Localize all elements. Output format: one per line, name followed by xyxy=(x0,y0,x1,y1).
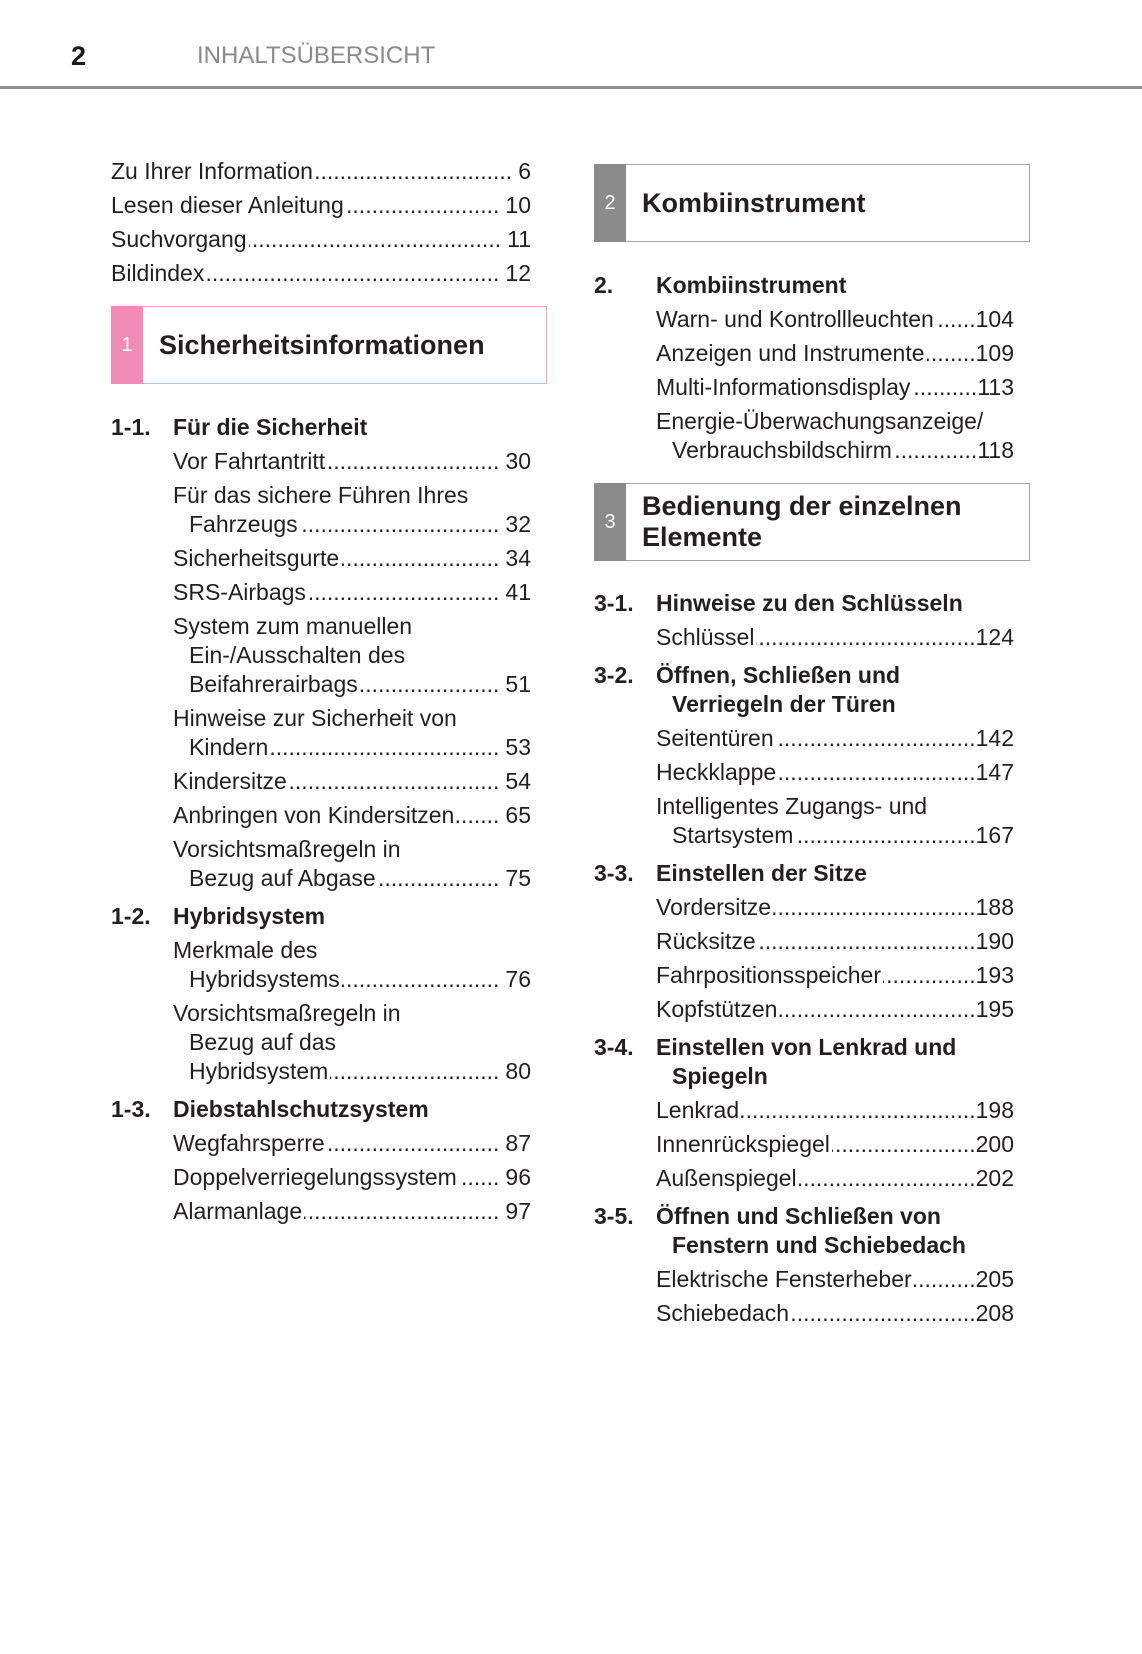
chapter-title xyxy=(626,165,866,241)
section-title xyxy=(656,661,900,719)
toc-entry-label: Warn- und Kontrollleuchten xyxy=(656,305,934,332)
toc-entry xyxy=(594,1164,1014,1193)
toc-entry-label: Bildindex xyxy=(111,260,205,286)
section-title-line: Hinweise zu den Schlüsseln xyxy=(656,590,963,616)
toc-entry-line xyxy=(656,1130,1014,1159)
section-title-line: Hybridsystem xyxy=(173,902,326,929)
toc-page-number: 188 xyxy=(975,894,1014,920)
toc-entry-label: Schiebedach xyxy=(656,1300,789,1326)
dot-leader xyxy=(456,801,499,830)
toc-entry xyxy=(111,999,531,1086)
dot-leader xyxy=(894,436,977,465)
section-heading xyxy=(111,413,547,442)
toc-entry-line xyxy=(173,447,531,476)
toc-entry-line xyxy=(173,1057,531,1086)
dot-leader xyxy=(341,544,499,573)
dot-leader xyxy=(289,767,500,796)
toc-entry-line xyxy=(656,758,1014,787)
toc-page-number: 30 xyxy=(505,447,531,474)
toc-section xyxy=(111,902,547,1091)
chapter-title xyxy=(143,307,485,383)
section-title xyxy=(173,413,367,442)
toc-entry-label: Vor Fahrtantritt xyxy=(173,447,326,474)
toc-entry-label: Hinweise zur Sicherheit von xyxy=(173,704,457,731)
toc-entry-line xyxy=(656,623,1014,652)
toc-entry-line xyxy=(173,864,531,893)
toc-entry-label: Heckklappe xyxy=(656,759,777,785)
toc-page-number: 147 xyxy=(975,759,1014,785)
toc-entry-label: Rücksitze xyxy=(656,928,756,954)
toc-entry xyxy=(111,447,531,476)
toc-entry-label: Fahrpositionsspeicher xyxy=(656,962,882,988)
toc-entry xyxy=(111,157,531,186)
toc-page-number: 195 xyxy=(975,996,1014,1022)
toc-page-number: 113 xyxy=(977,373,1014,400)
toc-entry xyxy=(111,936,531,994)
toc-page-number: 6 xyxy=(518,158,531,184)
toc-entry-line xyxy=(173,767,531,796)
toc-page-number: 97 xyxy=(505,1197,531,1224)
toc-entry-line xyxy=(173,481,531,510)
toc-entry-line xyxy=(656,1265,1014,1294)
dot-leader xyxy=(315,157,512,186)
toc-column-right xyxy=(594,164,1030,1333)
toc-entry xyxy=(111,225,531,254)
toc-section xyxy=(594,1033,1030,1198)
section-number: 3-1. xyxy=(594,590,634,616)
toc-entry xyxy=(111,801,531,830)
dot-leader xyxy=(206,259,499,288)
toc-entry-label: Seitentüren xyxy=(656,725,774,751)
dot-leader xyxy=(360,670,500,699)
dot-leader xyxy=(927,339,976,368)
toc-entry xyxy=(594,373,1014,402)
toc-entry xyxy=(594,1299,1014,1328)
toc-entry-label: Intelligentes Zugangs- und xyxy=(656,793,928,819)
dot-leader xyxy=(346,191,500,220)
toc-page-number: 118 xyxy=(977,436,1014,463)
toc-entry-line xyxy=(656,821,1014,850)
section-heading xyxy=(594,271,1030,300)
section-number: 3-4. xyxy=(594,1034,634,1060)
toc-entry xyxy=(111,767,531,796)
section-number: 1-3. xyxy=(111,1095,151,1122)
toc-page-number: 80 xyxy=(505,1057,531,1084)
toc-intro-list xyxy=(111,157,547,293)
toc-entry-label: Bezug auf das xyxy=(189,1028,337,1055)
toc-entry-line xyxy=(173,801,531,830)
section-number: 3-5. xyxy=(594,1203,634,1229)
toc-entry-line xyxy=(656,1164,1014,1193)
section-heading xyxy=(594,589,1030,618)
toc-entry xyxy=(594,893,1014,922)
toc-entry-label: Kindersitze xyxy=(173,767,287,794)
toc-entry-line xyxy=(173,612,531,641)
toc-entry-label: Beifahrerairbags xyxy=(189,670,358,697)
toc-page-number: 96 xyxy=(505,1163,531,1190)
toc-entry xyxy=(594,927,1014,956)
section-heading xyxy=(594,1202,1030,1260)
toc-page-number: 32 xyxy=(505,510,531,537)
toc-entry xyxy=(594,1096,1014,1125)
toc-entry xyxy=(594,792,1014,850)
header-rule xyxy=(0,86,1142,89)
toc-page-number: 200 xyxy=(975,1131,1014,1157)
toc-entry-label: Schlüssel xyxy=(656,624,755,650)
toc-entry-line xyxy=(173,1197,531,1226)
toc-entry-label: Energie-Überwachungsanzeige/ xyxy=(656,407,984,434)
chapter-box xyxy=(111,306,547,384)
toc-entry-label: Lesen dieser Anleitung xyxy=(111,192,344,218)
dot-leader xyxy=(799,1164,976,1193)
dot-leader xyxy=(778,758,975,787)
toc-page-number: 208 xyxy=(975,1300,1014,1326)
toc-entry-line xyxy=(656,339,1014,368)
dot-leader xyxy=(912,373,977,402)
dot-leader xyxy=(330,1057,499,1086)
toc-entry-line xyxy=(173,1028,531,1057)
toc-page-number: 10 xyxy=(505,192,531,218)
toc-entry-label: Fahrzeugs xyxy=(189,510,298,537)
toc-entry-line xyxy=(173,641,531,670)
section-number: 2. xyxy=(594,271,614,298)
toc-entry xyxy=(594,305,1014,334)
dot-leader xyxy=(270,733,499,762)
toc-entry-label: Doppelverriegelungssystem xyxy=(173,1163,457,1190)
section-title-line: Öffnen und Schließen von xyxy=(656,1203,941,1229)
section-title-line: Verriegeln der Türen xyxy=(672,691,896,717)
chapter-box xyxy=(594,164,1030,242)
dot-leader xyxy=(249,225,502,254)
toc-entry-line xyxy=(173,1163,531,1192)
toc-entry-label: System zum manuellen xyxy=(173,612,413,639)
toc-page-number: 75 xyxy=(505,864,531,891)
toc-entry xyxy=(111,481,531,539)
chapter-box xyxy=(594,483,1030,561)
chapter-title-line: Sicherheitsinformationen xyxy=(159,329,485,360)
toc-entry-label: Sicherheitsgurte xyxy=(173,544,340,571)
toc-entry-line xyxy=(111,225,531,254)
toc-entry-label: Kopfstützen xyxy=(656,996,778,1022)
toc-entry xyxy=(111,191,531,220)
toc-entry-label: Wegfahrsperre xyxy=(173,1129,325,1156)
dot-leader xyxy=(300,510,500,539)
toc-entry-line xyxy=(656,792,1014,821)
toc-entry-label: Anbringen von Kindersitzen xyxy=(173,801,455,828)
section-title xyxy=(656,1202,966,1260)
section-title-line: Fenstern und Schiebedach xyxy=(672,1232,966,1258)
chapter-tab xyxy=(594,164,626,242)
dot-leader xyxy=(779,995,975,1024)
toc-entry-label: Hybridsystem xyxy=(189,1057,329,1084)
toc-page-number: 190 xyxy=(975,928,1014,954)
toc-column-left xyxy=(111,157,547,1231)
toc-entry xyxy=(111,1197,531,1226)
toc-page-number: 198 xyxy=(975,1097,1014,1123)
toc-entry xyxy=(111,578,531,607)
dot-leader xyxy=(832,1130,976,1159)
toc-entry xyxy=(111,1129,531,1158)
toc-page-number: 34 xyxy=(505,544,531,571)
toc-entry-label: Anzeigen und Instrumente xyxy=(656,339,925,366)
toc-entry-label: Vorsichtsmaßregeln in xyxy=(173,999,401,1026)
toc-entry-label: Elektrische Fensterheber xyxy=(656,1266,912,1292)
toc-entry-line xyxy=(173,733,531,762)
dot-leader xyxy=(936,305,976,334)
dot-leader xyxy=(327,1129,500,1158)
toc-entry-label: SRS-Airbags xyxy=(173,578,306,605)
toc-entry-label: Außenspiegel xyxy=(656,1165,797,1191)
toc-page-number: 41 xyxy=(505,578,531,605)
section-title xyxy=(656,859,867,888)
section-heading xyxy=(111,1095,547,1124)
toc-entry-label: Zu Ihrer Information xyxy=(111,158,313,184)
toc-entry-label: Alarmanlage xyxy=(173,1197,303,1224)
chapter-2 xyxy=(594,164,1030,470)
dot-leader xyxy=(758,927,976,956)
toc-page-number: 51 xyxy=(505,670,531,697)
dot-leader xyxy=(378,864,500,893)
dot-leader xyxy=(795,821,975,850)
dot-leader xyxy=(773,893,976,922)
toc-page-number: 202 xyxy=(975,1165,1014,1191)
toc-entry-line xyxy=(173,578,531,607)
section-title-line: Spiegeln xyxy=(672,1063,768,1089)
toc-entry-line xyxy=(656,724,1014,753)
toc-entry-label: Multi-Informationsdisplay xyxy=(656,373,911,400)
section-heading xyxy=(594,661,1030,719)
toc-page-number: 124 xyxy=(975,624,1014,650)
section-title-line: Öffnen, Schließen und xyxy=(656,662,901,688)
toc-page-number: 12 xyxy=(505,260,531,286)
dot-leader xyxy=(914,1265,976,1294)
toc-page-number: 65 xyxy=(505,801,531,828)
toc-entry xyxy=(594,623,1014,652)
section-number: 3-3. xyxy=(594,860,634,886)
toc-entry xyxy=(111,835,531,893)
chapter-1 xyxy=(111,293,547,1231)
toc-entry xyxy=(594,961,1014,990)
dot-leader xyxy=(756,623,975,652)
toc-entry-label: Startsystem xyxy=(672,822,794,848)
section-heading xyxy=(111,902,547,931)
section-number: 1-2. xyxy=(111,902,151,929)
chapter-number: 3 xyxy=(604,510,616,533)
chapter-3 xyxy=(594,470,1030,1334)
toc-entry xyxy=(594,339,1014,368)
section-title xyxy=(656,1033,956,1091)
toc-section xyxy=(111,413,547,898)
toc-entry-label: Vordersitze xyxy=(656,894,772,920)
toc-entry-line xyxy=(173,1129,531,1158)
toc-entry xyxy=(594,724,1014,753)
dot-leader xyxy=(342,965,500,994)
toc-entry-line xyxy=(656,893,1014,922)
toc-section xyxy=(594,271,1030,470)
toc-section xyxy=(594,589,1030,657)
toc-page-number: 53 xyxy=(505,733,531,760)
toc-section xyxy=(594,1202,1030,1333)
chapter-title-line: Kombiinstrument xyxy=(642,187,866,218)
toc-entry-line xyxy=(656,927,1014,956)
toc-page-number: 87 xyxy=(505,1129,531,1156)
toc-entry xyxy=(111,612,531,699)
toc-page-number: 142 xyxy=(975,725,1014,751)
section-title-line: Kombiinstrument xyxy=(656,271,847,298)
toc-entry-line xyxy=(656,995,1014,1024)
dot-leader xyxy=(308,578,499,607)
toc-entry-label: Hybridsystems xyxy=(189,965,340,992)
running-title: INHALTSÜBERSICHT xyxy=(197,42,436,69)
toc-page-number: 76 xyxy=(505,965,531,992)
toc-page-number: 104 xyxy=(975,305,1014,332)
toc-entry xyxy=(594,758,1014,787)
section-title-line: Einstellen der Sitze xyxy=(656,860,867,886)
section-title-line: Einstellen von Lenkrad und xyxy=(656,1034,957,1060)
toc-section xyxy=(111,1095,547,1231)
toc-entry xyxy=(594,1265,1014,1294)
toc-entry-label: Vorsichtsmaßregeln in xyxy=(173,835,401,862)
toc-entry-line xyxy=(111,191,531,220)
toc-entry-label: Für das sichere Führen Ihres xyxy=(173,481,469,508)
section-title-line: Diebstahlschutzsystem xyxy=(173,1095,429,1122)
dot-leader xyxy=(776,724,976,753)
toc-entry-line xyxy=(173,965,531,994)
section-heading xyxy=(594,1033,1030,1091)
toc-entry-line xyxy=(656,373,1014,402)
dot-leader xyxy=(791,1299,976,1328)
section-title xyxy=(173,902,325,931)
toc-entry xyxy=(111,1163,531,1192)
toc-entry xyxy=(111,704,531,762)
toc-entry xyxy=(111,544,531,573)
chapter-number: 2 xyxy=(604,192,616,214)
toc-page-number: 109 xyxy=(975,339,1014,366)
toc-page-number: 54 xyxy=(505,767,531,794)
toc-entry-line xyxy=(173,670,531,699)
toc-entry-label: Verbrauchsbildschirm xyxy=(672,436,892,463)
dot-leader xyxy=(741,1096,976,1125)
toc-entry-line xyxy=(656,1096,1014,1125)
toc-entry-line xyxy=(656,407,1014,436)
toc-entry-line xyxy=(173,999,531,1028)
toc-entry-line xyxy=(656,305,1014,334)
toc-page-number: 167 xyxy=(975,822,1014,848)
page-number: 2 xyxy=(71,41,87,71)
toc-page-number: 11 xyxy=(507,226,531,252)
toc-entry xyxy=(111,259,531,288)
toc-entry-label: Merkmale des xyxy=(173,936,318,963)
toc-entry-line xyxy=(173,835,531,864)
section-number: 1-1. xyxy=(111,413,151,440)
toc-entry-label: Ein-/Ausschalten des xyxy=(189,641,406,668)
dot-leader xyxy=(327,447,499,476)
section-title xyxy=(173,1095,429,1124)
toc-page-number: 205 xyxy=(975,1266,1014,1292)
toc-entry-line xyxy=(111,259,531,288)
toc-entry xyxy=(594,1130,1014,1159)
toc-section xyxy=(594,661,1030,855)
toc-entry-line xyxy=(656,436,1014,465)
dot-leader xyxy=(304,1197,499,1226)
toc-entry xyxy=(594,407,1014,465)
toc-entry-label: Innenrückspiegel xyxy=(656,1131,830,1157)
toc-entry-line xyxy=(173,704,531,733)
dot-leader xyxy=(459,1163,500,1192)
toc-entry-line xyxy=(656,1299,1014,1328)
toc-entry-line xyxy=(111,157,531,186)
toc-entry-line xyxy=(173,936,531,965)
chapter-number: 1 xyxy=(121,334,133,356)
dot-leader xyxy=(883,961,976,990)
chapter-tab xyxy=(111,306,143,384)
chapter-title-line: Bedienung der einzelnen xyxy=(642,490,962,521)
section-title-line: Für die Sicherheit xyxy=(173,413,368,440)
toc-entry-label: Lenkrad xyxy=(656,1097,740,1123)
section-title xyxy=(656,589,963,618)
toc-entry-label: Suchvorgang xyxy=(111,226,247,252)
toc-entry-label: Kindern xyxy=(189,733,269,760)
section-number: 3-2. xyxy=(594,662,634,688)
toc-entry-line xyxy=(173,510,531,539)
toc-entry-label: Bezug auf Abgase xyxy=(189,864,376,891)
toc-section xyxy=(594,859,1030,1029)
toc-page-number: 193 xyxy=(975,962,1014,988)
chapter-tab xyxy=(594,483,626,561)
toc-entry-line xyxy=(656,961,1014,990)
chapter-title xyxy=(626,484,962,560)
section-title xyxy=(656,271,846,300)
toc-entry xyxy=(594,995,1014,1024)
chapter-title-line: Elemente xyxy=(642,521,763,552)
section-heading xyxy=(594,859,1030,888)
toc-entry-line xyxy=(173,544,531,573)
